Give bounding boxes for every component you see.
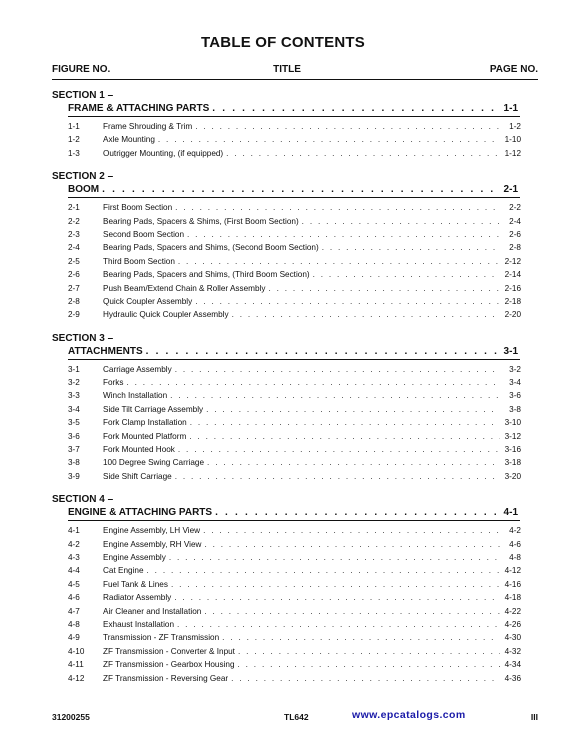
- figure-number: 2-5: [68, 256, 80, 266]
- section-heading-row[interactable]: [68, 506, 518, 519]
- figure-number: 2-7: [68, 283, 80, 293]
- entry-body: [103, 376, 521, 389]
- entry-body: [103, 551, 521, 564]
- entry-body: [103, 618, 521, 631]
- entry-body: [103, 430, 521, 443]
- dot-leader: [313, 268, 500, 281]
- entry-title: 100 Degree Swing Carriage: [103, 458, 205, 468]
- entry-page: 4-12: [504, 566, 521, 576]
- dot-leader: [195, 120, 500, 133]
- section-heading-row[interactable]: [68, 345, 518, 358]
- page-number: III: [530, 712, 538, 722]
- dot-leader: [178, 255, 500, 268]
- entry-body: [103, 564, 521, 577]
- entry-body: [103, 631, 521, 644]
- entry-page: 2-14: [504, 270, 521, 280]
- entry-title: First Boom Section: [103, 203, 173, 213]
- entry-body: [103, 201, 521, 214]
- figure-number: 4-7: [68, 606, 80, 616]
- toc-entry[interactable]: [0, 282, 566, 295]
- section-underline: [68, 197, 520, 198]
- entry-page: 3-20: [504, 471, 521, 481]
- dot-leader: [187, 228, 500, 241]
- figure-number: 3-1: [68, 364, 80, 374]
- figure-number: 3-5: [68, 418, 80, 428]
- dot-leader: [232, 308, 500, 321]
- toc-entry[interactable]: [0, 215, 566, 228]
- section-page: 1-1: [503, 103, 518, 114]
- entry-body: [103, 389, 521, 402]
- toc-entry[interactable]: [0, 228, 566, 241]
- dot-leader: [238, 645, 500, 658]
- entry-title: Engine Assembly, LH View: [103, 526, 201, 536]
- figure-number: 2-8: [68, 296, 80, 306]
- entry-title: Cat Engine: [103, 566, 144, 576]
- dot-leader: [203, 524, 500, 537]
- figure-number: 4-3: [68, 552, 80, 562]
- toc-entry[interactable]: [0, 389, 566, 402]
- toc-entry[interactable]: [0, 201, 566, 214]
- toc-entry[interactable]: [0, 120, 566, 133]
- toc-section: [0, 494, 566, 685]
- dot-leader: [190, 416, 500, 429]
- dot-leader: [171, 578, 500, 591]
- section-name: ENGINE & ATTACHING PARTS: [68, 507, 213, 519]
- toc-entry[interactable]: [0, 147, 566, 160]
- figure-number: 4-8: [68, 619, 80, 629]
- entry-body: [103, 282, 521, 295]
- entry-title: Forks: [103, 378, 124, 388]
- dot-leader: [175, 363, 500, 376]
- figure-number: 3-4: [68, 404, 80, 414]
- entry-page: 2-6: [509, 229, 521, 239]
- toc-entry[interactable]: [0, 416, 566, 429]
- dot-leader: [204, 605, 500, 618]
- figure-no-header: FIGURE NO.: [52, 64, 111, 75]
- entry-body: [103, 456, 521, 469]
- entry-title: Winch Installation: [103, 391, 168, 401]
- figure-number: 2-9: [68, 310, 80, 320]
- entry-page: 4-18: [504, 593, 521, 603]
- entry-body: [103, 133, 521, 146]
- figure-number: 3-7: [68, 445, 80, 455]
- entry-body: [103, 228, 521, 241]
- entry-title: Engine Assembly, RH View: [103, 539, 202, 549]
- dot-leader: [322, 241, 500, 254]
- dot-leader: [177, 618, 500, 631]
- entry-page: 2-4: [509, 216, 521, 226]
- dot-leader: [268, 282, 500, 295]
- section-name: BOOM: [68, 184, 100, 196]
- section-label: SECTION 1 –: [52, 90, 114, 101]
- dot-leader: [174, 591, 500, 604]
- toc-section: [0, 171, 566, 322]
- contents-list: [0, 90, 566, 696]
- section-page: 2-1: [503, 184, 518, 196]
- entry-page: 4-34: [504, 660, 521, 670]
- dot-leader: [215, 506, 500, 519]
- entry-title: Air Cleaner and Installation: [103, 606, 202, 616]
- entry-title: Third Boom Section: [103, 256, 175, 266]
- toc-entry[interactable]: [0, 255, 566, 268]
- figure-number: 2-6: [68, 270, 80, 280]
- dot-leader: [169, 551, 500, 564]
- entry-body: [103, 268, 521, 281]
- toc-entry[interactable]: [0, 241, 566, 254]
- entry-title: ZF Transmission - Reversing Gear: [103, 673, 229, 683]
- dot-leader: [206, 403, 500, 416]
- entry-page: 3-4: [509, 378, 521, 388]
- dot-leader: [102, 183, 500, 196]
- entry-title: ZF Transmission - Gearbox Housing: [103, 660, 235, 670]
- figure-number: 3-8: [68, 458, 80, 468]
- dot-leader: [147, 564, 500, 577]
- entry-title: Exhaust Installation: [103, 619, 175, 629]
- figure-number: 4-12: [68, 673, 85, 683]
- entry-page: 3-6: [509, 391, 521, 401]
- entry-page: 4-22: [504, 606, 521, 616]
- entry-page: 3-10: [504, 418, 521, 428]
- dot-leader: [204, 538, 500, 551]
- dot-leader: [195, 295, 500, 308]
- toc-entry[interactable]: [0, 456, 566, 469]
- dot-leader: [178, 443, 500, 456]
- toc-entry[interactable]: [0, 268, 566, 281]
- figure-number: 3-6: [68, 431, 80, 441]
- column-headers: [52, 64, 538, 78]
- entry-page: 2-2: [509, 203, 521, 213]
- entry-body: [103, 120, 521, 133]
- toc-section: [0, 333, 566, 484]
- entry-title: Bearing Pads, Spacers and Shims, (Second Boom Section): [103, 243, 319, 253]
- entry-body: [103, 416, 521, 429]
- dot-leader: [226, 147, 500, 160]
- section-heading-row[interactable]: [68, 183, 518, 196]
- dot-leader: [222, 631, 500, 644]
- section-underline: [68, 116, 520, 117]
- toc-entry[interactable]: [0, 591, 566, 604]
- entry-title: Axle Mounting: [103, 135, 155, 145]
- watermark-text: www.epcatalogs.com: [352, 709, 466, 721]
- dot-leader: [212, 102, 500, 115]
- figure-number: 4-1: [68, 526, 80, 536]
- entry-page: 4-36: [504, 673, 521, 683]
- entry-body: [103, 255, 521, 268]
- section-underline: [68, 520, 520, 521]
- toc-entry[interactable]: [0, 430, 566, 443]
- entry-title: Push Beam/Extend Chain & Roller Assembly: [103, 283, 266, 293]
- figure-number: 3-2: [68, 378, 80, 388]
- section-label: SECTION 2 –: [52, 171, 114, 183]
- dot-leader: [231, 672, 500, 685]
- entry-title: Second Boom Section: [103, 229, 185, 239]
- entry-title: Fuel Tank & Lines: [103, 579, 168, 589]
- figure-number: 3-3: [68, 391, 80, 401]
- entry-page: 1-10: [504, 135, 521, 145]
- section-page: 3-1: [503, 345, 518, 357]
- entry-page: 4-16: [504, 579, 521, 589]
- toc-entry[interactable]: [0, 658, 566, 671]
- title-header: TITLE: [273, 64, 301, 75]
- section-underline: [68, 359, 520, 360]
- entry-body: [103, 578, 521, 591]
- page-no-header: PAGE NO.: [489, 64, 538, 75]
- entry-title: Side Shift Carriage: [103, 471, 172, 481]
- figure-number: 1-2: [68, 135, 80, 145]
- toc-entry[interactable]: [0, 308, 566, 321]
- page-title: TABLE OF CONTENTS: [201, 34, 365, 51]
- toc-entry[interactable]: [0, 618, 566, 631]
- dot-leader: [175, 470, 500, 483]
- toc-entry[interactable]: [0, 443, 566, 456]
- header-rule: [52, 79, 538, 80]
- dot-leader: [238, 658, 501, 671]
- entry-body: [103, 470, 521, 483]
- entry-title: Carriage Assembly: [103, 364, 172, 374]
- entry-body: [103, 241, 521, 254]
- dot-leader: [170, 389, 500, 402]
- toc-entry[interactable]: [0, 133, 566, 146]
- section-name: FRAME & ATTACHING PARTS: [68, 103, 210, 114]
- section-heading-row[interactable]: [68, 102, 518, 115]
- entry-body: [103, 147, 521, 160]
- toc-entry[interactable]: [0, 551, 566, 564]
- entry-title: Transmission - ZF Transmission: [103, 633, 220, 643]
- entry-page: 3-16: [504, 445, 521, 455]
- toc-entry[interactable]: [0, 376, 566, 389]
- figure-number: 2-2: [68, 216, 80, 226]
- entry-title: Fork Mounted Platform: [103, 431, 187, 441]
- entry-title: Fork Clamp Installation: [103, 418, 187, 428]
- entry-page: 2-8: [509, 243, 521, 253]
- entry-page: 4-2: [509, 526, 521, 536]
- figure-number: 4-9: [68, 633, 80, 643]
- entry-page: 4-30: [504, 633, 521, 643]
- entry-body: [103, 215, 521, 228]
- entry-title: Frame Shrouding & Trim: [103, 122, 193, 131]
- entry-page: 4-8: [509, 552, 521, 562]
- entry-body: [103, 524, 521, 537]
- entry-title: Bearing Pads, Spacers and Shims, (Third Boom Section): [103, 270, 310, 280]
- entry-title: Engine Assembly: [103, 552, 166, 562]
- dot-leader: [302, 215, 500, 228]
- toc-entry[interactable]: [0, 524, 566, 537]
- entry-page: 3-18: [504, 458, 521, 468]
- model-number: TL642: [284, 712, 309, 722]
- entry-page: 4-26: [504, 619, 521, 629]
- entry-title: Quick Coupler Assembly: [103, 296, 193, 306]
- toc-entry[interactable]: [0, 672, 566, 685]
- entry-body: [103, 672, 521, 685]
- toc-entry[interactable]: [0, 645, 566, 658]
- dot-leader: [189, 430, 500, 443]
- entry-title: Hydraulic Quick Coupler Assembly: [103, 310, 229, 320]
- entry-body: [103, 605, 521, 618]
- figure-number: 2-3: [68, 229, 80, 239]
- section-label: SECTION 4 –: [52, 494, 114, 506]
- entry-title: Side Tilt Carriage Assembly: [103, 404, 204, 414]
- page-footer: [52, 712, 538, 726]
- toc-entry[interactable]: [0, 403, 566, 416]
- dot-leader: [126, 376, 500, 389]
- figure-number: 4-5: [68, 579, 80, 589]
- dot-leader: [146, 345, 501, 358]
- section-name: ATTACHMENTS: [68, 345, 143, 357]
- toc-entry[interactable]: [0, 578, 566, 591]
- entry-body: [103, 658, 521, 671]
- figure-number: 4-11: [68, 660, 84, 670]
- entry-body: [103, 645, 521, 658]
- toc-entry[interactable]: [0, 470, 566, 483]
- toc-entry[interactable]: [0, 631, 566, 644]
- toc-entry[interactable]: [0, 363, 566, 376]
- entry-body: [103, 308, 521, 321]
- figure-number: 1-3: [68, 148, 80, 158]
- entry-body: [103, 403, 521, 416]
- figure-number: 3-9: [68, 471, 80, 481]
- entry-title: Outrigger Mounting, (if equipped): [103, 148, 224, 158]
- section-page: 4-1: [503, 507, 518, 519]
- entry-title: Fork Mounted Hook: [103, 445, 175, 455]
- figure-number: 4-6: [68, 593, 80, 603]
- dot-leader: [158, 133, 500, 146]
- entry-body: [103, 443, 521, 456]
- section-label: SECTION 3 –: [52, 332, 114, 344]
- entry-page: 3-12: [504, 431, 521, 441]
- entry-body: [103, 363, 521, 376]
- entry-body: [103, 538, 521, 551]
- entry-title: Radiator Assembly: [103, 593, 172, 603]
- dot-leader: [207, 456, 500, 469]
- toc-entry[interactable]: [0, 295, 566, 308]
- figure-number: 2-1: [68, 203, 80, 213]
- entry-page: 2-20: [504, 310, 521, 320]
- figure-number: 4-4: [68, 566, 80, 576]
- entry-page: 2-16: [504, 283, 521, 293]
- entry-page: 1-2: [509, 122, 521, 131]
- document-number: 31200255: [52, 712, 90, 722]
- figure-number: 4-2: [68, 539, 80, 549]
- entry-page: 4-6: [509, 539, 521, 549]
- toc-entry[interactable]: [0, 538, 566, 551]
- entry-title: Bearing Pads, Spacers & Shims, (First Boom Section): [103, 216, 299, 226]
- toc-section: [0, 90, 566, 160]
- figure-number: 1-1: [68, 122, 80, 131]
- dot-leader: [175, 201, 500, 214]
- entry-body: [103, 591, 521, 604]
- entry-page: 2-12: [504, 256, 521, 266]
- entry-page: 1-12: [504, 148, 521, 158]
- figure-number: 2-4: [68, 243, 80, 253]
- entry-body: [103, 295, 521, 308]
- entry-title: ZF Transmission - Converter & Input: [103, 646, 235, 656]
- figure-number: 4-10: [68, 646, 85, 656]
- toc-entry[interactable]: [0, 564, 566, 577]
- entry-page: 3-8: [509, 404, 521, 414]
- entry-page: 2-18: [504, 296, 521, 306]
- entry-page: 3-2: [509, 364, 521, 374]
- toc-entry[interactable]: [0, 605, 566, 618]
- entry-page: 4-32: [504, 646, 521, 656]
